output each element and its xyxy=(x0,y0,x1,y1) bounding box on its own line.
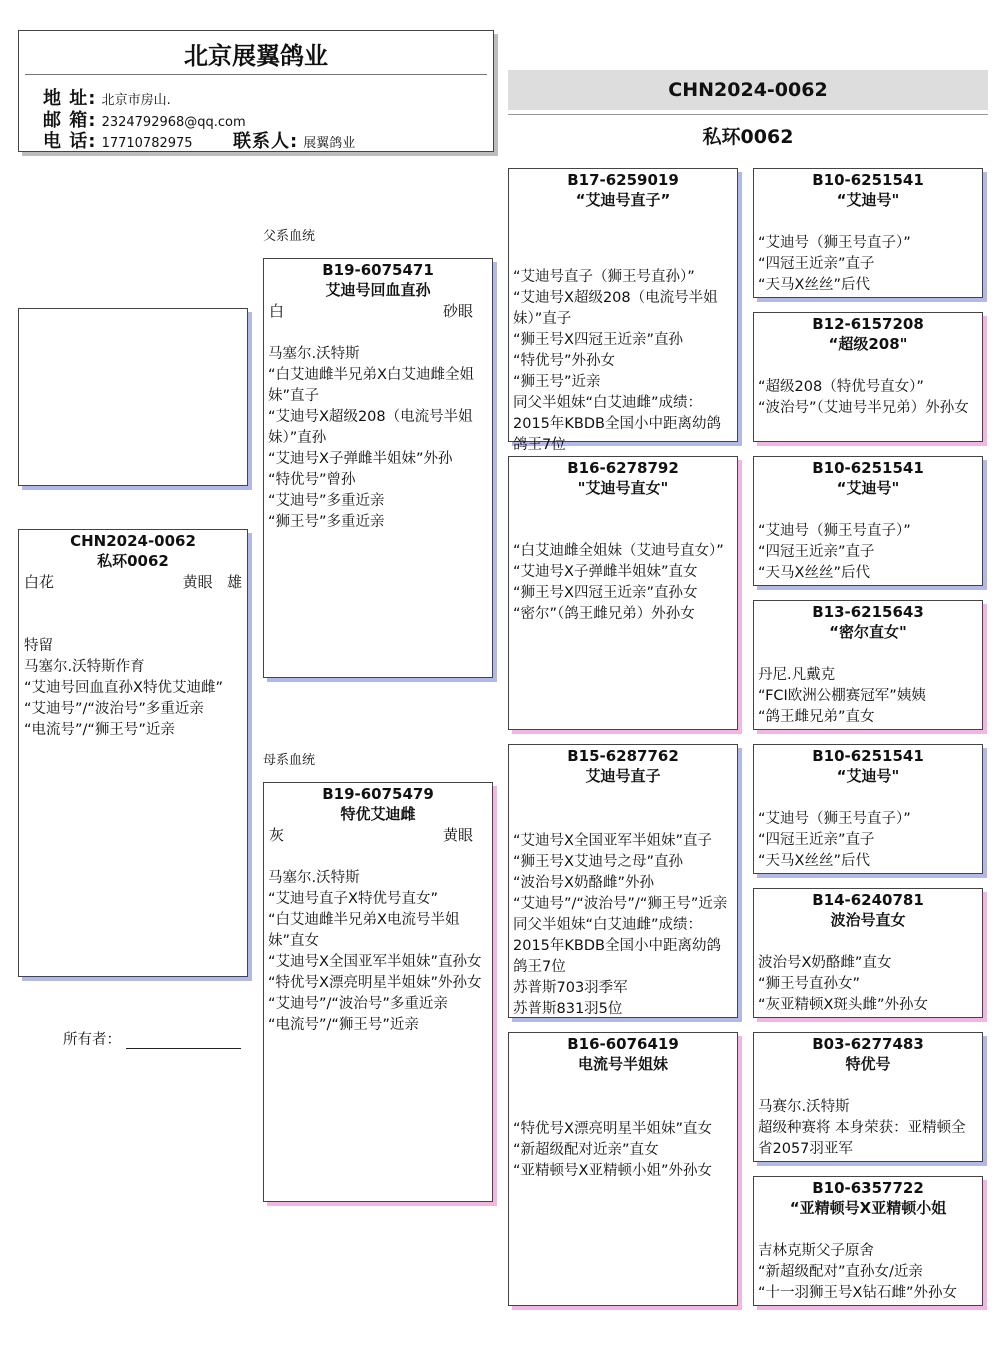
dam-eye: 黄眼 xyxy=(442,826,473,844)
father-label: 父系血统 xyxy=(263,229,316,244)
ggp-notes xyxy=(754,1241,982,1304)
note-line: “电流号”/“狮王号”近亲 xyxy=(268,1017,419,1033)
ggp-ring: B10-6251541 xyxy=(812,171,924,189)
note-line: “电流号”/“狮王号”近亲 xyxy=(24,722,175,738)
note-line: 苏普斯703羽季军 xyxy=(513,980,628,996)
note-line: “艾迪号X全国亚军半姐妹”直子 xyxy=(513,833,712,849)
ggp-notes xyxy=(754,233,982,296)
note-line: 马赛尔.沃特斯 xyxy=(758,1099,850,1115)
note-line: “艾迪号X子弹雌半姐妹”外孙 xyxy=(268,451,453,467)
ggp-ring: B12-6157208 xyxy=(812,315,924,333)
banner-line xyxy=(508,114,988,115)
ggp-notes xyxy=(754,377,982,419)
sire-traits xyxy=(264,301,492,322)
dam-color: 灰 xyxy=(269,826,285,844)
ggp-ring: B10-6251541 xyxy=(812,459,924,477)
note-line: 丹尼.凡戴克 xyxy=(758,667,836,683)
ggp-notes xyxy=(754,521,982,584)
note-line: “艾迪号”/“波治号”/“狮王号”近亲 xyxy=(513,896,728,912)
note-line: “狮王号X四冠王近亲”直孙女 xyxy=(513,585,698,601)
note-line: “鸽王雌兄弟”直女 xyxy=(758,709,875,725)
subject-traits xyxy=(19,572,247,593)
gp-name: "艾迪号直女" xyxy=(577,479,669,497)
note-line: “艾迪号X子弹雌半姐妹”直女 xyxy=(513,564,698,580)
sire-name: 艾迪号回血直孙 xyxy=(325,281,431,299)
banner-name: 私环0062 xyxy=(702,126,794,148)
ggp-ring: B13-6215643 xyxy=(812,603,924,621)
note-line: “艾迪号回血直孙X特优艾迪雌” xyxy=(24,680,223,696)
note-line: “密尔”（鸽王雌兄弟）外孙女 xyxy=(513,606,695,622)
note-line: “四冠王近亲”直子 xyxy=(758,256,875,272)
ggp-ring: B10-6357722 xyxy=(812,1179,924,1197)
photo-frame xyxy=(18,308,248,486)
note-line: “特优号”曾孙 xyxy=(268,472,356,488)
subject-ring: CHN2024-0062 xyxy=(70,532,196,550)
sire-color: 白 xyxy=(269,302,285,320)
note-line: “超级208（特优号直女）” xyxy=(758,379,924,395)
ggp-notes xyxy=(754,665,982,728)
grandparent-card xyxy=(508,168,738,453)
great-grandparent-card xyxy=(753,1176,983,1306)
gp-name: 艾迪号直子 xyxy=(585,767,661,785)
contact-value: 展翼鸽业 xyxy=(303,136,356,151)
dam-notes xyxy=(264,868,492,1036)
note-line: 波治号X奶酪雌”直女 xyxy=(758,955,892,971)
mother-label: 母系血统 xyxy=(263,753,316,768)
address-label: 地 址: xyxy=(43,88,97,109)
gp-ring: B16-6278792 xyxy=(567,459,679,477)
gp-notes xyxy=(509,1119,737,1182)
gp-ring: B17-6259019 xyxy=(567,171,679,189)
great-grandparent-card xyxy=(753,744,983,874)
note-line: 马塞尔.沃特斯 xyxy=(268,870,360,886)
ggp-ring: B10-6251541 xyxy=(812,747,924,765)
note-line: “艾迪号X全国亚军半姐妹”直孙女 xyxy=(268,954,482,970)
note-line: “天马X丝丝”后代 xyxy=(758,565,870,581)
ggp-name: “艾迪号" xyxy=(836,479,900,497)
contact-row xyxy=(233,127,355,153)
email-value[interactable]: 2324792968@qq.com xyxy=(101,115,246,130)
phone-label: 电 话: xyxy=(43,131,97,152)
sire-notes xyxy=(264,344,492,533)
note-line: “特优号X漂亮明星半姐妹”外孙女 xyxy=(268,975,482,991)
grandparent-card xyxy=(508,456,738,730)
note-line: “艾迪号直子X特优号直女” xyxy=(268,891,438,907)
subject-name: 私环0062 xyxy=(97,552,169,570)
gp-notes xyxy=(509,541,737,625)
company-name: 北京展翼鸽业 xyxy=(184,42,328,70)
note-line: “狮王号”多重近亲 xyxy=(268,514,385,530)
note-line: 马塞尔.沃特斯 xyxy=(268,346,360,362)
banner-ring: CHN2024-0062 xyxy=(668,79,828,101)
note-line: “天马X丝丝”后代 xyxy=(758,277,870,293)
note-line: “艾迪号X超级208（电流号半姐妹）”直孙 xyxy=(268,409,473,446)
email-label: 邮 箱: xyxy=(43,110,97,131)
note-line: “灰亚精顿X斑头雌”外孙女 xyxy=(758,997,928,1013)
note-line: “四冠王近亲”直子 xyxy=(758,544,875,560)
note-line: “艾迪号X超级208（电流号半姐妹）”直子 xyxy=(513,290,718,327)
ggp-notes xyxy=(754,809,982,872)
great-grandparent-card xyxy=(753,456,983,586)
subject-color: 白花 xyxy=(24,573,55,591)
note-line: “四冠王近亲”直子 xyxy=(758,832,875,848)
note-line: 特留 xyxy=(24,638,53,654)
note-line: 吉林克斯父子原舍 xyxy=(758,1243,874,1259)
note-line: “新超级配对”直孙女/近亲 xyxy=(758,1264,923,1280)
note-line: “特优号”外孙女 xyxy=(513,353,616,369)
note-line: “狮王号”近亲 xyxy=(513,374,601,390)
ggp-ring: B14-6240781 xyxy=(812,891,924,909)
note-line: 同父半姐妹“白艾迪雌”成绩：2015年KBDB全国小中距离幼鸽鸽王7位 xyxy=(513,395,721,453)
great-grandparent-card xyxy=(753,312,983,442)
note-line: “艾迪号直子（狮王号直孙）” xyxy=(513,269,695,285)
note-line: 超级种赛将 本身荣获：亚精顿全省2057羽亚军 xyxy=(758,1120,966,1157)
note-line: “艾迪号（狮王号直子）” xyxy=(758,523,911,539)
sire-card xyxy=(263,258,493,678)
gp-ring: B15-6287762 xyxy=(567,747,679,765)
gp-notes xyxy=(509,831,737,1020)
owner-label: 所有者： xyxy=(63,1032,121,1048)
note-line: “亚精顿号X亚精顿小姐”外孙女 xyxy=(513,1163,712,1179)
gp-ring: B16-6076419 xyxy=(567,1035,679,1053)
great-grandparent-card xyxy=(753,888,983,1018)
note-line: “白艾迪雌半兄弟X电流号半姐妹”直女 xyxy=(268,912,460,949)
ggp-name: “艾迪号" xyxy=(836,767,900,785)
dam-ring: B19-6075479 xyxy=(322,785,434,803)
header-divider xyxy=(25,74,487,75)
ggp-name: 特优号 xyxy=(845,1055,891,1073)
ggp-name: “艾迪号" xyxy=(836,191,900,209)
note-line: “波治号X奶酪雌”外孙 xyxy=(513,875,654,891)
ggp-notes xyxy=(754,953,982,1016)
phone-value: 17710782975 xyxy=(101,136,193,151)
subject-eye-sex xyxy=(183,572,242,593)
subject-sex: 雄 xyxy=(226,573,242,591)
note-line: “新超级配对近亲”直女 xyxy=(513,1142,659,1158)
grandparent-card xyxy=(508,1032,738,1306)
owner-line xyxy=(63,1028,241,1049)
phone-row xyxy=(43,127,193,153)
gp-name: “艾迪号直子” xyxy=(575,191,671,209)
sire-eye: 砂眼 xyxy=(442,302,473,320)
note-line: “波治号”（艾迪号半兄弟）外孙女 xyxy=(758,400,969,416)
great-grandparent-card xyxy=(753,600,983,730)
note-line: 同父半姐妹“白艾迪雌”成绩：2015年KBDB全国小中距离幼鸽鸽王7位 xyxy=(513,917,721,975)
note-line: “艾迪号（狮王号直子）” xyxy=(758,811,911,827)
subject-notes xyxy=(19,636,247,741)
dam-traits xyxy=(264,825,492,846)
note-line: “十一羽狮王号X钻石雌”外孙女 xyxy=(758,1285,957,1301)
subject-eye: 黄眼 xyxy=(182,573,213,591)
ggp-notes xyxy=(754,1097,982,1160)
gp-name: 电流号半姐妹 xyxy=(577,1055,668,1073)
grandparent-card xyxy=(508,744,738,1018)
ggp-name: 波治号直女 xyxy=(830,911,906,929)
note-line: “艾迪号（狮王号直子）” xyxy=(758,235,911,251)
ggp-ring: B03-6277483 xyxy=(812,1035,924,1053)
dam-card xyxy=(263,782,493,1202)
contact-label: 联系人: xyxy=(233,131,299,152)
header-card xyxy=(18,30,494,152)
note-line: 马塞尔.沃特斯作育 xyxy=(24,659,145,675)
note-line: “白艾迪雌全姐妹（艾迪号直女）” xyxy=(513,543,724,559)
note-line: “艾迪号”/“波治号”多重近亲 xyxy=(268,996,448,1012)
note-line: “天马X丝丝”后代 xyxy=(758,853,870,869)
note-line: “艾迪号”/“波治号”多重近亲 xyxy=(24,701,204,717)
ggp-name: “超级208" xyxy=(828,335,908,353)
note-line: “FCI欧洲公棚赛冠军”姨姨 xyxy=(758,688,926,704)
ring-banner xyxy=(508,70,988,110)
gp-notes xyxy=(509,267,737,456)
address-value: 北京市房山. xyxy=(101,93,171,108)
note-line: 苏普斯831羽5位 xyxy=(513,1001,623,1017)
sire-ring: B19-6075471 xyxy=(322,261,434,279)
ggp-name: “亚精顿号X亚精顿小姐 xyxy=(789,1199,947,1217)
note-line: “狮王号X四冠王近亲”直孙 xyxy=(513,332,683,348)
great-grandparent-card xyxy=(753,168,983,298)
dam-name: 特优艾迪雌 xyxy=(340,805,416,823)
note-line: “特优号X漂亮明星半姐妹”直女 xyxy=(513,1121,712,1137)
note-line: “白艾迪雌半兄弟X白艾迪雌全姐妹”直子 xyxy=(268,367,474,404)
note-line: “狮王号直孙女” xyxy=(758,976,861,992)
subject-card xyxy=(18,529,248,977)
great-grandparent-card xyxy=(753,1032,983,1162)
ggp-name: “密尔直女" xyxy=(829,623,907,641)
owner-blank[interactable] xyxy=(126,1032,241,1049)
note-line: “狮王号X艾迪号之母”直孙 xyxy=(513,854,683,870)
note-line: “艾迪号”多重近亲 xyxy=(268,493,385,509)
